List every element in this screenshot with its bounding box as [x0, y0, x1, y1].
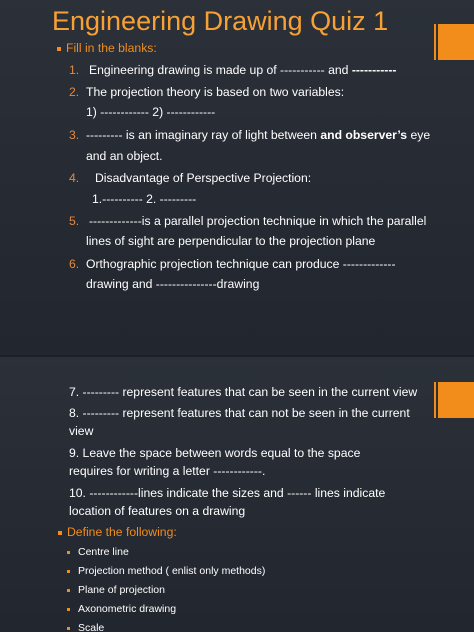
fill-blanks-heading: Fill in the blanks:	[66, 41, 157, 55]
q2-line1: The projection theory is based on two variables:	[86, 85, 345, 99]
q10-line2: location of features on a drawing	[69, 504, 246, 518]
bullet-icon	[67, 627, 70, 630]
define-item: Axonometric drawing	[78, 603, 177, 615]
q6-number: 6.	[69, 257, 80, 271]
define-item: Centre line	[78, 546, 129, 558]
bullet-icon	[67, 589, 70, 592]
q1-text-main: Engineering drawing is made up of ----------- and	[89, 63, 352, 77]
q5-line1: -------------is a parallel projection technique in which the parallel	[89, 214, 427, 228]
q4-line1: Disadvantage of Perspective Projection:	[95, 171, 312, 185]
q6-line2: drawing and ---------------drawing	[86, 277, 260, 291]
q3-bold: and observer’s	[320, 128, 408, 142]
bullet-icon	[57, 47, 61, 51]
q2-line2: 1) ------------ 2) ------------	[86, 105, 216, 119]
bullet-icon	[67, 551, 70, 554]
q9-line2: requires for writing a letter ------------.	[69, 464, 266, 478]
q4-line2: 1.---------- 2. ---------	[92, 192, 197, 206]
q3-line2: and an object.	[86, 149, 163, 163]
q3-post: eye	[407, 128, 431, 142]
q3-line1	[86, 128, 430, 142]
bullet-icon	[58, 531, 62, 535]
bullet-icon	[67, 570, 70, 573]
slide-title: Engineering Drawing Quiz 1	[52, 6, 389, 36]
slide-2	[0, 357, 474, 632]
q5-line2: lines of sight are perpendicular to the projection plane	[86, 234, 376, 248]
q1-text-bold: -----------	[351, 63, 397, 77]
define-item: Plane of projection	[78, 584, 165, 596]
bullet-icon	[67, 608, 70, 611]
accent-line	[434, 382, 436, 418]
q8-line1: 8. --------- represent features that can not be seen in the current	[69, 406, 410, 420]
q10-line1: 10. ------------lines indicate the sizes and ------ lines indicate	[69, 486, 386, 500]
q4-number: 4.	[69, 171, 80, 185]
define-item: Projection method ( enlist only methods)	[78, 565, 266, 577]
q8-line2: view	[69, 424, 94, 438]
define-heading: Define the following:	[67, 525, 177, 539]
q1-number: 1.	[69, 63, 80, 77]
q1-text	[89, 63, 396, 77]
q6-line1: Orthographic projection technique can produce -------------	[86, 257, 396, 271]
accent-line	[434, 24, 436, 60]
q2-number: 2.	[69, 85, 80, 99]
q7-text: 7. --------- represent features that can be seen in the current view	[69, 385, 418, 399]
q9-line1: 9. Leave the space between words equal to the space	[69, 446, 361, 460]
define-item: Scale	[78, 622, 105, 632]
q3-number: 3.	[69, 128, 80, 142]
accent-block	[438, 24, 474, 60]
accent-block	[438, 382, 474, 418]
q5-number: 5.	[69, 214, 80, 228]
q3-pre: --------- is an imaginary ray of light between	[86, 128, 321, 142]
